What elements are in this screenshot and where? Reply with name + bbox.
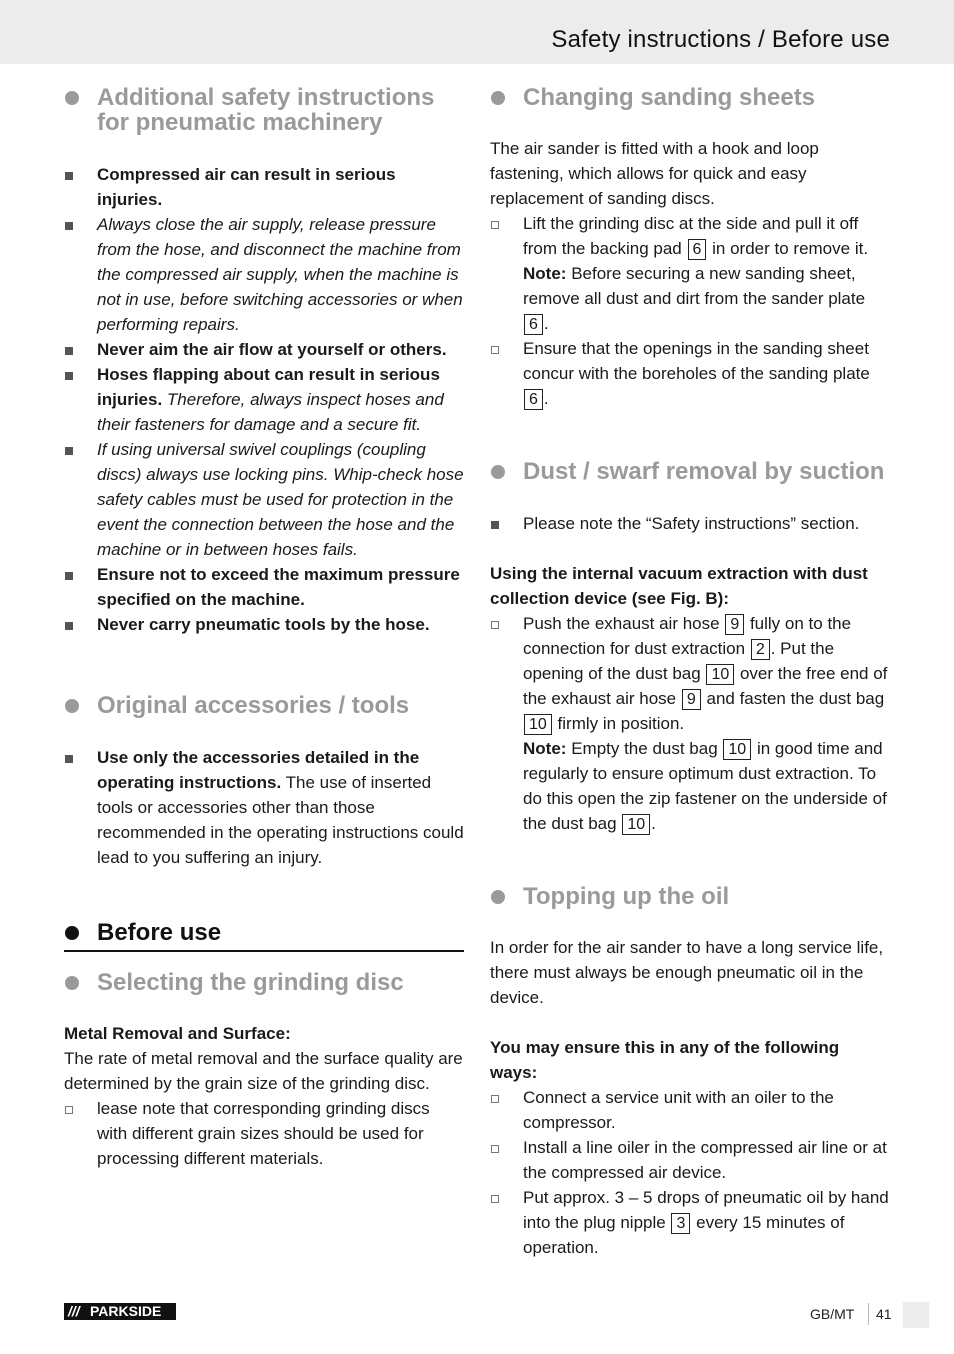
part-reference: 10 [723, 739, 751, 760]
bullet-dot-icon [65, 91, 79, 105]
list-item: Push the exhaust air hose 9 fully on to the connection for dust extraction 2 . Put the opening of the dust bag 10 over the free end of the exhaust air hose 9 and fasten the dust bag 10 firmly in position. Note: Empty the dust bag 10 in good time and regularly to ensure optimum dust extraction. To do this open the zip fastener on the underside of the dust bag 10 . [490, 611, 890, 836]
part-reference: 10 [622, 814, 650, 835]
checkbox-bullet-icon [491, 1145, 499, 1153]
part-reference: 6 [524, 314, 543, 335]
checkbox-bullet-icon [491, 1095, 499, 1103]
heading-underline [64, 950, 464, 952]
part-reference: 10 [706, 664, 734, 685]
checkbox-bullet-icon [491, 221, 499, 229]
list-item: Always close the air supply, release pressure from the hose, and disconnect the machine from the compressed air supply, when the machine is not in use, before switching accessories or when performing repairs. [64, 212, 464, 337]
parkside-logo: /// PARKSIDE [64, 1303, 176, 1320]
square-bullet-icon [65, 372, 73, 380]
heading-accessories: Original accessories / tools [64, 693, 464, 718]
part-reference: 9 [725, 614, 744, 635]
part-reference: 9 [682, 689, 701, 710]
bullet-dot-icon [65, 926, 79, 940]
heading-topping-oil: Topping up the oil [490, 884, 890, 909]
heading-grinding-disc: Selecting the grinding disc [64, 970, 464, 995]
right-column [490, 80, 890, 1260]
logo-stripes-icon: /// [68, 1303, 80, 1319]
square-bullet-icon [65, 347, 73, 355]
dust-section: Please note the “Safety instructions” section. Using the internal vacuum extraction with dust collection device (see Fig. B): Push the exhaust air hose 9 fully on to the connection for dust extraction 2 . Put the opening of the dust bag 10 over the free end of the exhaust air hose 9 and fasten the dust bag 10 firmly in position. Note: Empty the dust bag 10 in good time and regularly to ensure optimum dust extraction. To do this open the zip fastener on the underside of the dust bag 10 . [490, 511, 890, 836]
list-item: Use only the accessories detailed in the operating instructions. The use of inserted tools or accessories other than those recommended in the operating instructions could lead to you suffering an injury. [64, 745, 464, 870]
heading-dust-removal: Dust / swarf removal by suction [490, 459, 890, 484]
pneumatic-list [64, 162, 464, 637]
list-item: Please note the “Safety instructions” section. [490, 511, 890, 536]
page-header [0, 0, 954, 64]
footer-tab-marker [903, 1302, 929, 1328]
list-item: Never carry pneumatic tools by the hose. [64, 612, 464, 637]
part-reference: 2 [751, 639, 770, 660]
list-item: lease note that corresponding grinding discs with different grain sizes should be used for processing different materials. [64, 1096, 464, 1171]
sanding-section: The air sander is fitted with a hook and loop fastening, which allows for quick and easy replacement of sanding discs. Lift the grinding disc at the side and pull it off from the backing pad 6 in order to remove it. Note: Before securing a new sanding sheet, remove all dust and dirt from the sander plate 6 . Ensure that the openings in the sanding sheet concur with the boreholes of the sanding plate 6 . [490, 136, 890, 411]
part-reference: 6 [524, 389, 543, 410]
list-item: Ensure that the openings in the sanding sheet concur with the boreholes of the sanding plate 6 . [490, 336, 890, 411]
accessories-list [64, 745, 464, 870]
checkbox-bullet-icon [491, 346, 499, 354]
checkbox-bullet-icon [491, 1195, 499, 1203]
list-item: Hoses flapping about can result in serious injuries. Therefore, always inspect hoses and their fasteners for damage and a secure fit. [64, 362, 464, 437]
square-bullet-icon [65, 172, 73, 180]
oil-section: In order for the air sander to have a long service life, there must always be enough pneumatic oil in the device. You may ensure this in any of the following ways: Connect a service unit with an oiler to the compressor. Install a line oiler in the compressed air line or at the compressed air device. Put approx. 3 – 5 drops of pneumatic oil by hand into the plug nipple 3 every 15 minutes of operation. [490, 935, 890, 1260]
bullet-dot-icon [65, 976, 79, 990]
square-bullet-icon [65, 447, 73, 455]
left-column [64, 80, 464, 1171]
heading-sanding-sheets: Changing sanding sheets [490, 85, 890, 110]
checkbox-bullet-icon [65, 1106, 73, 1114]
bullet-dot-icon [491, 465, 505, 479]
square-bullet-icon [491, 521, 499, 529]
bullet-dot-icon [65, 699, 79, 713]
part-reference: 10 [524, 714, 552, 735]
square-bullet-icon [65, 222, 73, 230]
square-bullet-icon [65, 622, 73, 630]
footer-language: GB/MT [810, 1306, 855, 1322]
page-number: 41 [876, 1306, 892, 1322]
list-item: Compressed air can result in serious injuries. [64, 162, 464, 212]
footer-divider [868, 1303, 869, 1325]
part-reference: 3 [671, 1213, 690, 1234]
list-item: Never aim the air flow at yourself or others. [64, 337, 464, 362]
list-item: Install a line oiler in the compressed air line or at the compressed air device. [490, 1135, 890, 1185]
square-bullet-icon [65, 572, 73, 580]
heading-pneumatic: Additional safety instructions for pneumatic machinery [64, 85, 464, 135]
grinding-section: Metal Removal and Surface: The rate of metal removal and the surface quality are determined by the grain size of the grinding disc. lease note that corresponding grinding discs with different grain sizes should be used for processing different materials. [64, 1021, 464, 1171]
list-item: Ensure not to exceed the maximum pressure specified on the machine. [64, 562, 464, 612]
square-bullet-icon [65, 755, 73, 763]
page-title: Safety instructions / Before use [551, 26, 890, 53]
bullet-dot-icon [491, 890, 505, 904]
part-reference: 6 [688, 239, 707, 260]
bullet-dot-icon [491, 91, 505, 105]
list-item: Connect a service unit with an oiler to the compressor. [490, 1085, 890, 1135]
list-item: If using universal swivel couplings (coupling discs) always use locking pins. Whip-check hose safety cables must be used for protection in the event the connection between the hose and the machine or in between hoses fails. [64, 437, 464, 562]
list-item: Lift the grinding disc at the side and pull it off from the backing pad 6 in order to remove it. Note: Before securing a new sanding sheet, remove all dust and dirt from the sander plate 6 . [490, 211, 890, 336]
checkbox-bullet-icon [491, 621, 499, 629]
list-item: Put approx. 3 – 5 drops of pneumatic oil by hand into the plug nipple 3 every 15 minutes of operation. [490, 1185, 890, 1260]
heading-before-use: Before use [64, 918, 464, 948]
